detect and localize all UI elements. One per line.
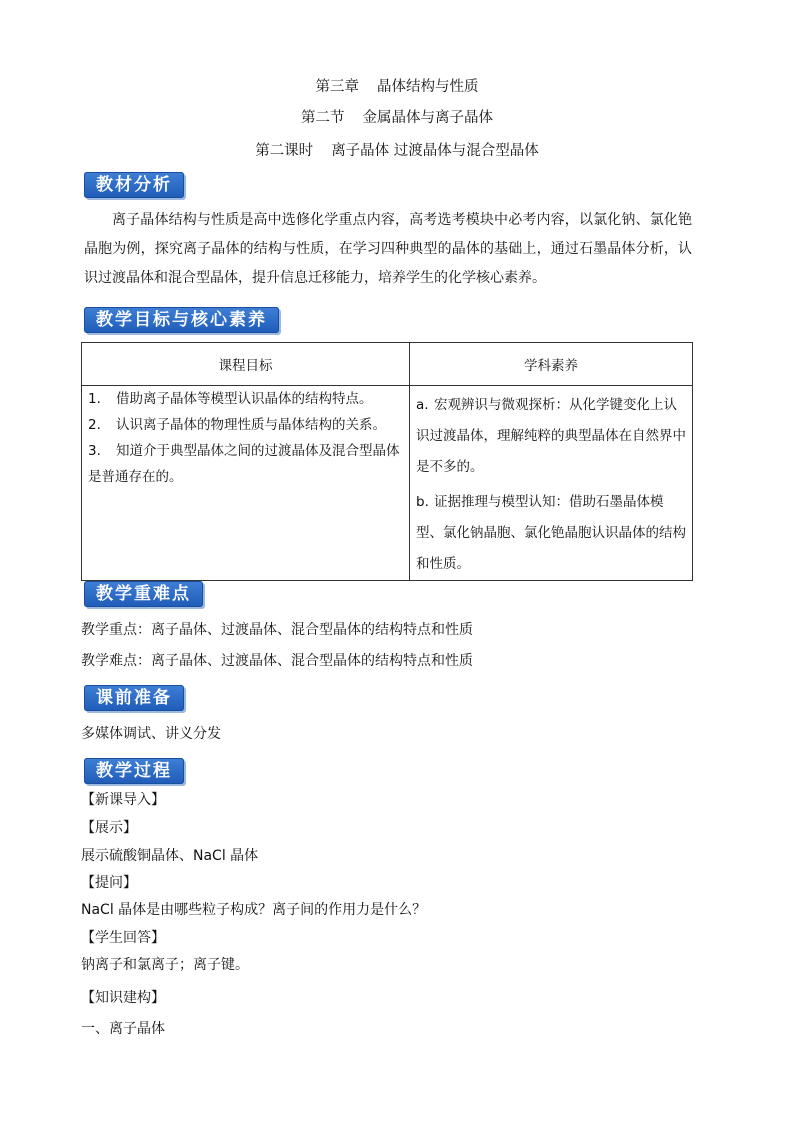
process-line-answer: 【学生回答】: [81, 930, 165, 946]
lesson-title: [0, 141, 794, 161]
key-point-line: 教学重点：离子晶体、过渡晶体、混合型晶体的结构特点和性质: [81, 622, 473, 638]
analysis-paragraph: 离子晶体结构与性质是高中选修化学重点内容，高考选考模块中必考内容，以氯化钠、氯化铯晶胞为例，探究离子晶体的结构与性质，在学习四种典型的晶体的基础上，通过石墨晶体分析，认识过渡晶体和混合型晶体，提升信息迁移能力，培养学生的化学核心素养。: [84, 212, 692, 286]
table-body-row: [82, 386, 693, 581]
process-line-subheading: 一、离子晶体: [81, 1021, 165, 1037]
goal-item: [82, 386, 409, 412]
goal-text: 借助离子晶体等模型认识晶体的结构特点。: [116, 391, 373, 407]
literacy-item: [410, 483, 692, 580]
literacy-item: [410, 386, 692, 483]
preparation-heading: 课前准备: [84, 685, 184, 711]
chapter-name: 晶体结构与性质: [377, 79, 479, 95]
literacy-cell: [410, 386, 693, 581]
process-heading: 教学过程: [84, 758, 184, 784]
process-line-question: 【提问】: [81, 875, 137, 891]
goals-table: [81, 342, 693, 581]
goal-number: 1.: [88, 391, 101, 407]
goal-text: 认识离子晶体的物理性质与晶体结构的关系。: [116, 417, 386, 433]
goal-item: [82, 438, 409, 490]
process-line-question-content: NaCl 晶体是由哪些粒子构成？离子间的作用力是什么？: [81, 902, 427, 918]
process-line-display: 【展示】: [81, 820, 137, 836]
section-name: 金属晶体与离子晶体: [362, 110, 493, 126]
literacy-header: 学科素养: [410, 343, 693, 386]
chapter-number: 第三章: [315, 79, 359, 95]
literacy-number: a.: [416, 397, 429, 413]
analysis-heading: 教材分析: [84, 172, 184, 198]
process-line-knowledge: 【知识建构】: [81, 990, 165, 1006]
lesson-name: 离子晶体 过渡晶体与混合型晶体: [331, 143, 539, 159]
section-title: [0, 108, 794, 128]
goals-heading: 教学目标与核心素养: [84, 307, 279, 333]
goal-number: 2.: [88, 417, 101, 433]
difficult-point-line: 教学难点：离子晶体、过渡晶体、混合型晶体的结构特点和性质: [81, 653, 473, 669]
table-header-row: [82, 343, 693, 386]
lesson-number: 第二课时: [255, 143, 314, 159]
literacy-text: 证据推理与模型认知：借助石墨晶体模型、氯化钠晶胞、氯化铯晶胞认识晶体的结构和性质。: [416, 494, 686, 572]
section-number: 第二节: [301, 110, 345, 126]
preparation-text: 多媒体调试、讲义分发: [81, 726, 221, 742]
process-line-display-content: 展示硫酸铜晶体、NaCl 晶体: [81, 848, 259, 864]
course-goals-header: 课程目标: [82, 343, 410, 386]
literacy-text: 宏观辨识与微观探析：从化学键变化上认识过渡晶体，理解纯粹的典型晶体在自然界中是不多的。: [416, 397, 686, 475]
goal-number: 3.: [88, 443, 101, 459]
process-line-intro: 【新课导入】: [81, 792, 165, 808]
course-goals-cell: [82, 386, 410, 581]
goal-text: 知道介于典型晶体之间的过渡晶体及混合型晶体是普通存在的。: [88, 443, 400, 485]
literacy-number: b.: [416, 494, 429, 510]
chapter-title: [0, 77, 794, 97]
process-line-answer-content: 钠离子和氯离子；离子键。: [81, 957, 249, 973]
goal-item: [82, 412, 409, 438]
key-points-heading: 教学重难点: [84, 581, 203, 607]
